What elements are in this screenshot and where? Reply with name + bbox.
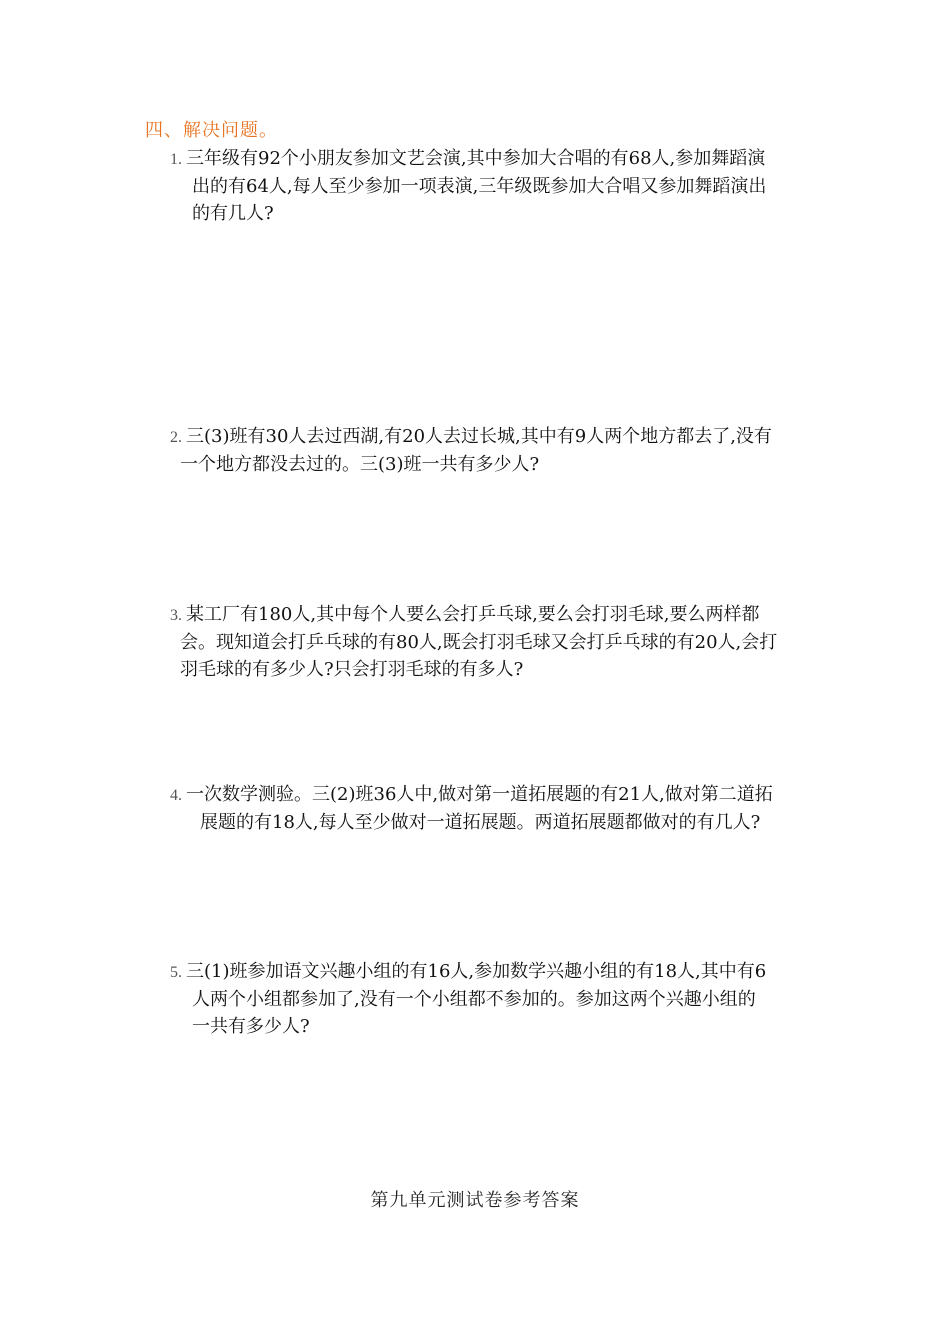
section-title: 四、解决问题。 [145, 120, 278, 141]
answer-space-4[interactable] [170, 845, 790, 955]
answer-space-3[interactable] [170, 690, 790, 775]
problem-text: 三(1)班参加语文兴趣小组的有16人,参加数学兴趣小组的有18人,其中有6 [186, 961, 767, 982]
answer-key-heading: 第九单元测试卷参考答案 [370, 1190, 580, 1211]
problem-4-line-1 [170, 781, 830, 809]
problem-3 [170, 601, 830, 683]
problem-5-line-2: 人两个小组都参加了,没有一个小组都不参加的。参加这两个兴趣小组的 [192, 989, 756, 1010]
problem-5-line-1 [170, 958, 830, 986]
problem-text: 三(3)班有30人去过西湖,有20人去过长城,其中有9人两个地方都去了,没有 [186, 426, 772, 447]
problem-number: 2. [170, 429, 182, 446]
answer-space-1[interactable] [170, 230, 790, 415]
problem-2 [170, 423, 830, 478]
problem-text: 一次数学测验。三(2)班36人中,做对第一道拓展题的有21人,做对第二道拓 [186, 784, 773, 805]
problem-number: 3. [170, 607, 182, 624]
problem-1-line-1 [170, 145, 830, 173]
problem-3-line-2: 会。现知道会打乒乓球的有80人,既会打羽毛球又会打乒乓球的有20人,会打 [180, 632, 778, 653]
answer-space-5[interactable] [170, 1045, 790, 1175]
problem-1-line-3: 的有几人? [192, 203, 274, 224]
problem-1-line-2: 出的有64人,每人至少参加一项表演,三年级既参加大合唱又参加舞蹈演出 [192, 176, 767, 197]
problem-5-line-3: 一共有多少人? [192, 1016, 310, 1037]
problem-number: 1. [170, 151, 182, 168]
problem-number: 5. [170, 964, 182, 981]
problem-4-line-2: 展题的有18人,每人至少做对一道拓展题。两道拓展题都做对的有几人? [200, 812, 761, 833]
problem-2-line-2: 一个地方都没去过的。三(3)班一共有多少人? [180, 454, 540, 475]
problem-2-line-1 [170, 423, 830, 451]
problem-text: 某工厂有180人,其中每个人要么会打乒乓球,要么会打羽毛球,要么两样都 [186, 604, 760, 625]
problem-3-line-1 [170, 601, 830, 629]
answer-space-2[interactable] [170, 485, 790, 595]
problem-number: 4. [170, 787, 182, 804]
problem-5 [170, 958, 830, 1040]
problem-text: 三年级有92个小朋友参加文艺会演,其中参加大合唱的有68人,参加舞蹈演 [186, 148, 766, 169]
problem-1 [170, 145, 830, 227]
problem-4 [170, 781, 830, 836]
problem-3-line-3: 羽毛球的有多少人?只会打羽毛球的有多人? [180, 659, 524, 680]
